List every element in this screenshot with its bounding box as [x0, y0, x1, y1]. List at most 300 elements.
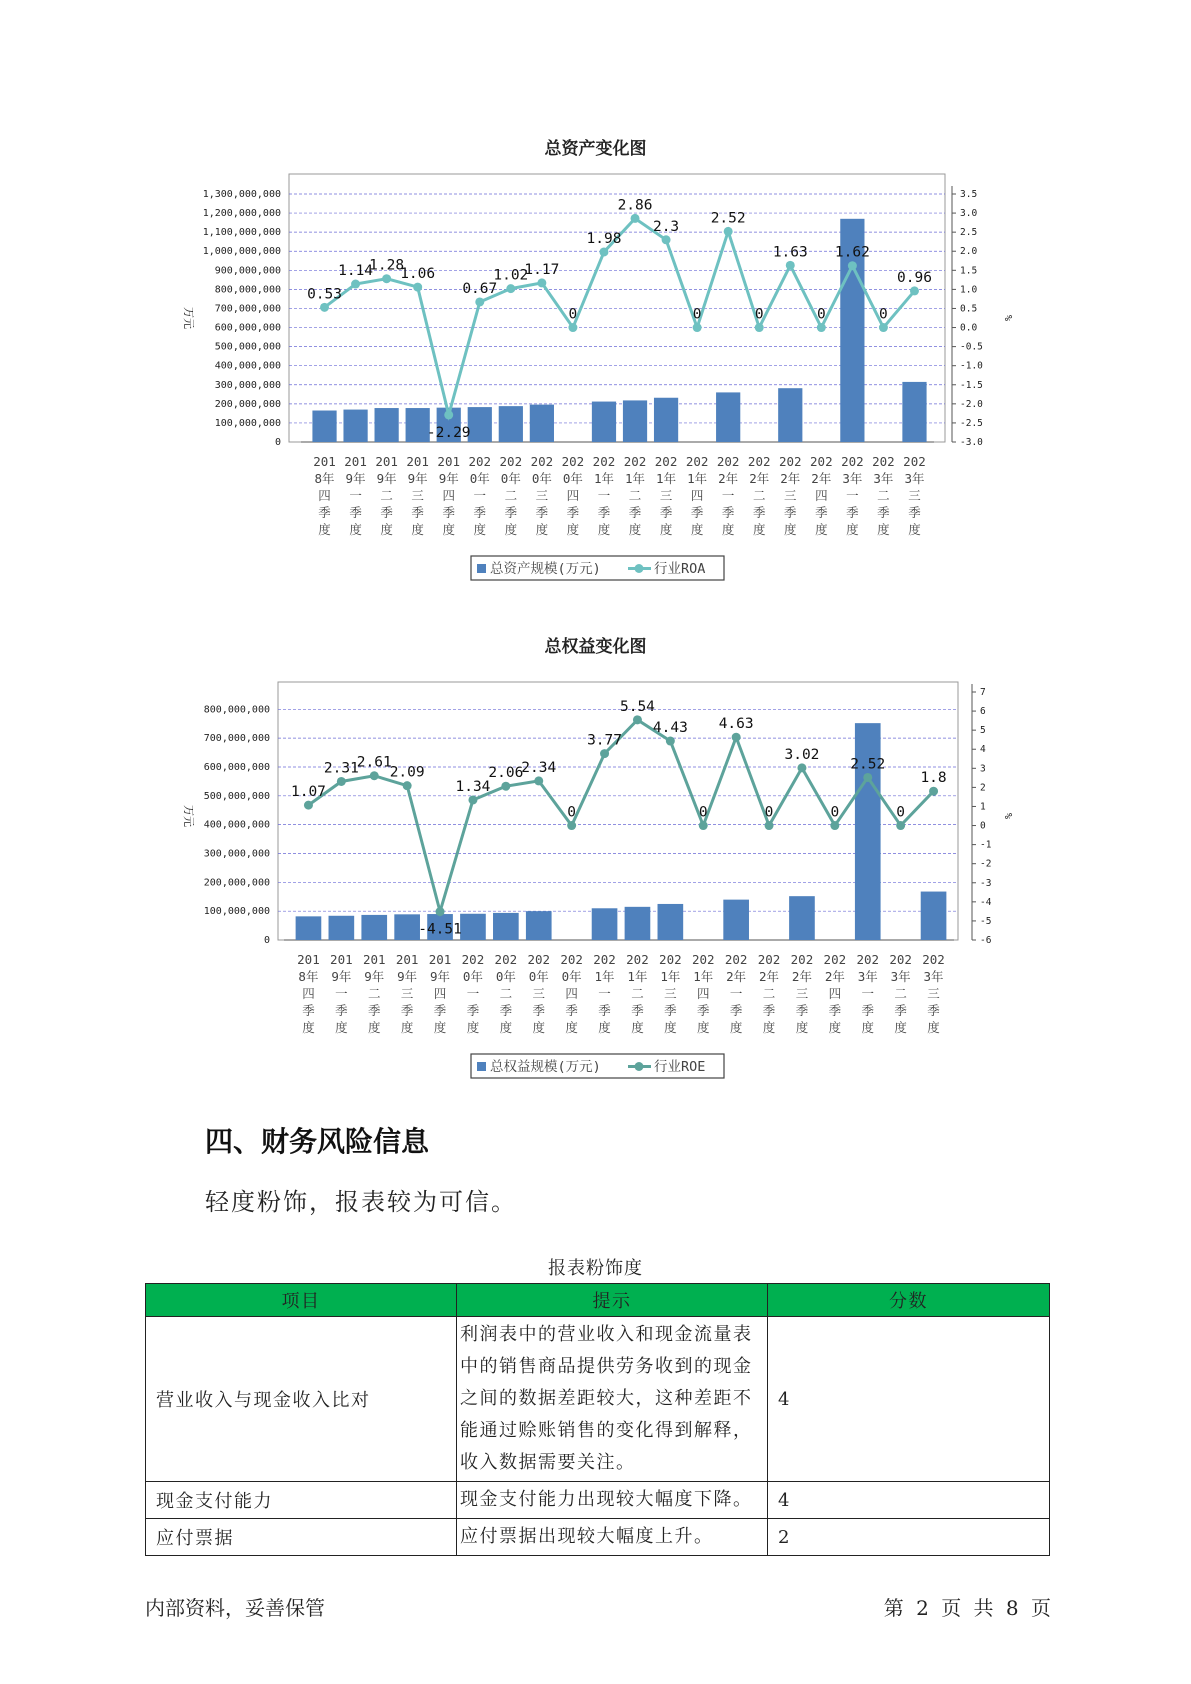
x-tick-label: 9年: [407, 471, 428, 486]
data-label: 2.52: [710, 210, 746, 227]
x-tick-label: 202: [659, 952, 682, 967]
x-tick-label: 201: [406, 454, 429, 469]
x-tick-label: 度: [729, 1020, 743, 1035]
x-tick-label: 9年: [397, 969, 418, 984]
y-tick-right: -4: [980, 896, 992, 908]
line-point: [797, 763, 806, 772]
line-point: [351, 280, 360, 289]
legend-bar-label: 总权益规模(万元): [490, 1059, 601, 1075]
bar: [921, 892, 947, 940]
x-tick-label: 三: [795, 986, 809, 1001]
x-tick-label: 度: [861, 1020, 875, 1035]
legend-line-label: 行业ROA: [654, 561, 706, 577]
data-label: 4.63: [718, 716, 754, 733]
x-tick-label: 度: [535, 522, 549, 537]
row-score: 4: [768, 1317, 1050, 1482]
x-tick-label: 202: [889, 952, 912, 967]
bar: [902, 382, 926, 442]
y-tick-left: 1,000,000,000: [202, 246, 281, 258]
x-tick-label: 季: [631, 1003, 644, 1018]
x-tick-label: 度: [721, 522, 735, 537]
x-tick-label: 一: [597, 488, 611, 503]
x-tick-label: 202: [626, 952, 649, 967]
x-tick-label: 季: [411, 505, 424, 520]
line-point: [304, 801, 313, 810]
y-tick-right: 1.0: [960, 284, 978, 296]
x-tick-label: 二: [752, 488, 766, 503]
line-point: [765, 821, 774, 830]
data-label: 1.34: [455, 778, 491, 795]
data-label: 1.8: [920, 770, 947, 787]
line-point: [817, 323, 826, 332]
y-tick-left: 100,000,000: [214, 417, 281, 429]
table-caption: 报表粉饰度: [548, 1258, 643, 1279]
x-tick-label: 201: [428, 952, 452, 967]
x-tick-label: 0年: [531, 471, 552, 486]
x-tick-label: 度: [504, 522, 518, 537]
x-tick-label: 202: [560, 952, 583, 967]
x-tick-label: 二: [877, 488, 890, 503]
x-tick-label: 1年: [693, 969, 714, 984]
bar: [312, 411, 336, 442]
data-label: 2.31: [323, 760, 359, 777]
x-tick-label: 季: [473, 505, 487, 520]
x-tick-label: 1年: [625, 471, 646, 486]
bar: [592, 402, 616, 442]
line-point: [599, 247, 608, 256]
x-tick-label: 季: [466, 1003, 480, 1018]
bar: [375, 408, 399, 442]
x-tick-label: 202: [757, 952, 781, 967]
line-point: [699, 821, 708, 830]
y-tick-left: 400,000,000: [203, 819, 270, 831]
line-point: [666, 737, 675, 746]
x-tick-label: 度: [784, 522, 797, 537]
x-tick-label: 度: [442, 522, 455, 537]
x-tick-label: 三: [535, 488, 549, 503]
x-tick-label: 度: [877, 522, 890, 537]
assets-chart-title: 总资产变化图: [544, 139, 647, 159]
y-tick-right: 0.5: [960, 303, 978, 315]
y-tick-right: 1: [980, 801, 986, 813]
x-tick-label: 度: [927, 1020, 940, 1035]
x-tick-label: 202: [494, 952, 518, 967]
x-tick-label: 度: [566, 522, 580, 537]
x-tick-label: 度: [598, 1020, 611, 1035]
x-tick-label: 2年: [726, 969, 747, 984]
y-tick-left: 1,100,000,000: [202, 227, 281, 239]
x-tick-label: 3年: [857, 969, 878, 984]
series-line: [325, 218, 915, 414]
data-label: 0: [754, 306, 764, 323]
x-tick-label: 0年: [528, 969, 549, 984]
x-tick-label: 四: [566, 488, 580, 503]
line-point: [403, 781, 412, 790]
data-label: 4.43: [652, 720, 688, 737]
x-tick-label: 三: [927, 986, 940, 1001]
line-point: [910, 286, 919, 295]
x-tick-label: 202: [903, 454, 926, 469]
x-tick-label: 度: [380, 522, 393, 537]
x-tick-label: 季: [532, 1003, 546, 1018]
x-tick-label: 季: [433, 1003, 447, 1018]
x-tick-label: 201: [375, 454, 398, 469]
x-tick-label: 三: [400, 986, 414, 1001]
line-point: [755, 323, 764, 332]
x-tick-label: 202: [841, 454, 864, 469]
x-tick-label: 202: [922, 952, 945, 967]
x-tick-label: 202: [623, 454, 647, 469]
y-tick-right: 6: [980, 706, 986, 718]
x-tick-label: 202: [810, 454, 833, 469]
x-tick-label: 度: [696, 1020, 710, 1035]
x-tick-label: 202: [654, 454, 678, 469]
bar: [654, 398, 678, 442]
x-tick-label: 8年: [298, 969, 319, 984]
footer-note: 内部资料，妥善保管: [145, 1596, 325, 1620]
x-tick-label: 季: [565, 1003, 578, 1018]
y-tick-left: 1,200,000,000: [202, 208, 281, 220]
x-tick-label: 201: [344, 454, 367, 469]
x-tick-label: 季: [598, 1003, 611, 1018]
x-tick-label: 二: [762, 986, 776, 1001]
line-point: [337, 777, 346, 786]
bar: [723, 900, 749, 940]
x-tick-label: 202: [778, 454, 802, 469]
data-label: 1.63: [772, 244, 808, 261]
bar: [343, 410, 367, 442]
y-tick-right: -2.5: [960, 417, 983, 429]
data-label: 1.17: [524, 261, 560, 278]
table-row: [146, 1482, 1050, 1519]
line-point: [320, 303, 329, 312]
x-tick-label: 度: [349, 522, 362, 537]
x-tick-label: 一: [598, 986, 611, 1001]
x-tick-label: 季: [442, 505, 455, 520]
line-point: [830, 821, 839, 830]
bar: [789, 896, 815, 940]
y-tick-right: 1.5: [960, 265, 978, 277]
data-label: 0: [692, 306, 702, 323]
x-tick-label: 9年: [345, 471, 366, 486]
x-tick-label: 3年: [904, 471, 925, 486]
x-tick-label: 202: [461, 952, 485, 967]
line-point: [436, 907, 445, 916]
x-tick-label: 季: [499, 1003, 513, 1018]
legend-line-marker: [635, 1062, 644, 1071]
line-point: [631, 214, 640, 223]
data-label: 2.34: [521, 759, 557, 776]
bar: [592, 908, 618, 940]
line-point: [413, 283, 422, 292]
data-label: 3.02: [784, 746, 820, 763]
y-tick-right: -1.5: [960, 379, 983, 391]
bar: [460, 914, 486, 940]
x-tick-label: 3年: [890, 969, 911, 984]
legend-bar-swatch: [477, 1062, 486, 1071]
data-label: 0.96: [897, 269, 932, 286]
y-tick-right: -2: [980, 858, 992, 870]
y-tick-left: 1,300,000,000: [202, 189, 281, 200]
y-tick-left: 400,000,000: [214, 360, 281, 372]
equity-chart-title: 总权益变化图: [544, 637, 647, 657]
x-tick-label: 8年: [314, 471, 335, 486]
y-tick-right: 2.0: [960, 246, 978, 258]
x-tick-label: 四: [690, 488, 704, 503]
line-point: [444, 410, 453, 419]
x-tick-label: 0年: [562, 471, 583, 486]
y-tick-left: 500,000,000: [214, 341, 281, 353]
x-tick-label: 一: [466, 986, 480, 1001]
y-tick-right: 4: [980, 744, 986, 756]
x-tick-label: 202: [530, 454, 554, 469]
line-point: [848, 261, 857, 270]
y-tick-left: 0: [274, 437, 281, 448]
bar: [361, 915, 387, 940]
data-label: 0: [698, 804, 708, 821]
x-tick-label: 202: [468, 454, 492, 469]
line-point: [382, 274, 391, 283]
bar: [493, 913, 519, 940]
y-tick-right: 3.5: [960, 189, 978, 200]
x-tick-label: 9年: [331, 969, 352, 984]
x-tick-label: 季: [846, 505, 859, 520]
bar: [526, 911, 552, 940]
table-row: [146, 1519, 1050, 1556]
y-tick-left: 100,000,000: [203, 906, 270, 918]
x-tick-label: 202: [823, 952, 847, 967]
x-tick-label: 季: [335, 1003, 348, 1018]
row-hint: 应付票据出现较大幅度上升。: [457, 1519, 768, 1556]
x-tick-label: 季: [690, 505, 704, 520]
x-tick-label: 2年: [749, 471, 770, 486]
header-item: 项目: [146, 1284, 457, 1317]
x-tick-label: 度: [367, 1020, 381, 1035]
x-tick-label: 度: [302, 1020, 315, 1035]
x-tick-label: 202: [790, 952, 814, 967]
line-point: [568, 323, 577, 332]
bar: [530, 405, 554, 442]
legend-bar-swatch: [477, 564, 486, 573]
data-label: 1.98: [586, 230, 622, 247]
x-tick-label: 季: [927, 1003, 940, 1018]
data-label: -4.51: [418, 921, 462, 938]
x-tick-label: 二: [367, 986, 381, 1001]
data-label: 0: [764, 804, 774, 821]
x-tick-label: 四: [302, 986, 315, 1001]
bar: [623, 400, 647, 442]
x-tick-label: 度: [318, 522, 331, 537]
data-label: 0: [879, 306, 888, 323]
x-tick-label: 度: [908, 522, 921, 537]
x-tick-label: 季: [752, 505, 766, 520]
x-tick-label: 2年: [718, 471, 739, 486]
line-point: [534, 776, 543, 785]
x-tick-label: 度: [466, 1020, 480, 1035]
bar: [778, 388, 802, 442]
data-label: 2.86: [617, 197, 653, 214]
x-tick-label: 度: [752, 522, 766, 537]
x-tick-label: 季: [815, 505, 828, 520]
y-tick-left: 200,000,000: [214, 398, 281, 410]
x-tick-label: 度: [690, 522, 704, 537]
x-tick-label: 202: [691, 952, 715, 967]
x-tick-label: 三: [908, 488, 921, 503]
legend-bar-label: 总资产规模(万元): [490, 561, 601, 577]
row-score: 2: [768, 1519, 1050, 1556]
line-point: [732, 733, 741, 742]
assets-chart: [0, 130, 1191, 600]
x-tick-label: 季: [721, 505, 735, 520]
y-tick-right: 3.0: [960, 208, 978, 220]
line-point: [896, 821, 905, 830]
page-number: 第 2 页 共 8 页: [883, 1596, 1051, 1620]
x-tick-label: 季: [762, 1003, 776, 1018]
line-point: [633, 715, 642, 724]
x-tick-label: 季: [861, 1003, 875, 1018]
x-tick-label: 1年: [687, 471, 708, 486]
x-tick-label: 0年: [500, 471, 521, 486]
bar: [329, 916, 355, 940]
data-label: 1.07: [290, 784, 326, 801]
data-label: 0.67: [462, 280, 498, 297]
y-tick-right: -0.5: [960, 341, 983, 353]
x-tick-label: 季: [908, 505, 921, 520]
x-tick-label: 度: [628, 522, 642, 537]
x-tick-label: 季: [302, 1003, 315, 1018]
x-tick-label: 季: [597, 505, 611, 520]
header-hint: 提示: [457, 1284, 768, 1317]
x-tick-label: 2年: [780, 471, 801, 486]
x-tick-label: 四: [318, 488, 331, 503]
x-tick-label: 一: [846, 488, 859, 503]
x-tick-label: 1年: [656, 471, 677, 486]
x-tick-label: 201: [330, 952, 353, 967]
y-axis-label-left: 万元: [182, 307, 195, 329]
x-tick-label: 1年: [660, 969, 681, 984]
x-tick-label: 201: [362, 952, 386, 967]
y-tick-left: 0: [263, 935, 270, 946]
x-tick-label: 二: [894, 986, 907, 1001]
y-tick-right: -6: [980, 935, 992, 946]
line-point: [468, 795, 477, 804]
x-tick-label: 3年: [923, 969, 944, 984]
y-tick-right: -1.0: [960, 360, 983, 372]
data-label: 0: [567, 804, 577, 821]
x-tick-label: 2年: [811, 471, 832, 486]
bar: [658, 904, 684, 940]
x-tick-label: 202: [747, 454, 771, 469]
bar: [468, 407, 492, 442]
x-tick-label: 度: [433, 1020, 447, 1035]
line-point: [537, 278, 546, 287]
x-tick-label: 度: [532, 1020, 546, 1035]
x-tick-label: 四: [433, 986, 447, 1001]
x-tick-label: 3年: [873, 471, 894, 486]
y-tick-left: 300,000,000: [203, 848, 270, 860]
x-tick-label: 季: [784, 505, 797, 520]
x-tick-label: 202: [561, 454, 585, 469]
x-tick-label: 一: [861, 986, 875, 1001]
x-tick-label: 2年: [759, 969, 780, 984]
row-item: 营业收入与现金收入比对: [146, 1317, 457, 1482]
x-tick-label: 一: [349, 488, 362, 503]
x-tick-label: 一: [729, 986, 743, 1001]
data-label: 1.28: [369, 257, 405, 274]
y-axis-label-right: %: [1002, 812, 1013, 820]
x-tick-label: 季: [659, 505, 673, 520]
x-tick-label: 2年: [791, 969, 812, 984]
line-point: [786, 261, 795, 270]
x-tick-label: 3年: [842, 471, 863, 486]
row-item: 应付票据: [146, 1519, 457, 1556]
x-tick-label: 季: [877, 505, 890, 520]
y-axis-label-right: %: [1002, 314, 1013, 322]
y-tick-left: 500,000,000: [203, 790, 270, 802]
y-tick-left: 700,000,000: [214, 303, 281, 315]
row-item: 现金支付能力: [146, 1482, 457, 1519]
x-tick-label: 季: [504, 505, 518, 520]
x-tick-label: 一: [335, 986, 348, 1001]
equity-chart: [0, 628, 1191, 1098]
x-tick-label: 度: [335, 1020, 348, 1035]
x-tick-label: 度: [565, 1020, 578, 1035]
x-tick-label: 0年: [561, 969, 582, 984]
x-tick-label: 0年: [469, 471, 490, 486]
x-tick-label: 9年: [438, 471, 459, 486]
x-tick-label: 202: [593, 952, 616, 967]
y-tick-right: 7: [980, 687, 986, 698]
y-tick-right: -2.0: [960, 398, 983, 410]
y-axis-label-left: 万元: [182, 805, 195, 827]
x-tick-label: 季: [729, 1003, 743, 1018]
data-label: 0.53: [307, 286, 342, 303]
x-tick-label: 1年: [593, 471, 614, 486]
y-tick-left: 700,000,000: [203, 733, 270, 745]
x-tick-label: 二: [380, 488, 393, 503]
x-tick-label: 度: [815, 522, 828, 537]
x-tick-label: 202: [499, 454, 523, 469]
x-tick-label: 1年: [594, 969, 615, 984]
x-tick-label: 三: [659, 488, 673, 503]
x-tick-label: 度: [597, 522, 611, 537]
x-tick-label: 季: [828, 1003, 842, 1018]
bar: [716, 392, 740, 442]
row-hint: 现金支付能力出现较大幅度下降。: [457, 1482, 768, 1519]
x-tick-label: 202: [856, 952, 880, 967]
x-tick-label: 度: [828, 1020, 842, 1035]
x-tick-label: 二: [499, 986, 513, 1001]
x-tick-label: 三: [784, 488, 797, 503]
data-label: 3.77: [587, 732, 623, 749]
x-tick-label: 度: [846, 522, 859, 537]
x-tick-label: 二: [628, 488, 642, 503]
data-label: 0: [830, 804, 840, 821]
data-label: -2.29: [426, 424, 471, 441]
row-score: 4: [768, 1482, 1050, 1519]
x-tick-label: 二: [504, 488, 518, 503]
bar: [394, 914, 420, 940]
x-tick-label: 度: [894, 1020, 907, 1035]
x-tick-label: 度: [795, 1020, 809, 1035]
x-tick-label: 202: [685, 454, 709, 469]
data-label: 2.09: [389, 764, 425, 781]
x-tick-label: 度: [762, 1020, 776, 1035]
x-tick-label: 季: [664, 1003, 677, 1018]
line-point: [929, 787, 938, 796]
x-tick-label: 度: [400, 1020, 414, 1035]
x-tick-label: 季: [566, 505, 580, 520]
